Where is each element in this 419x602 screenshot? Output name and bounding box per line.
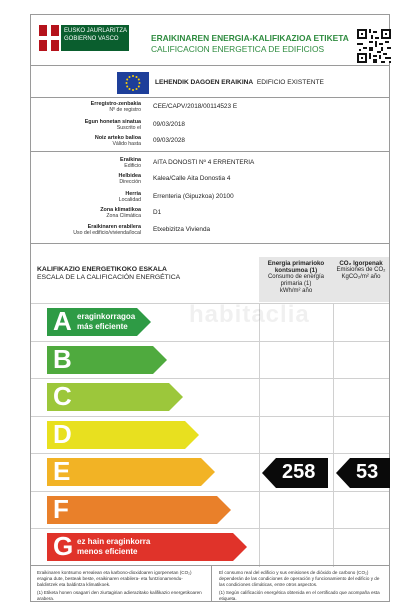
class-letter: C xyxy=(53,381,72,411)
watermark: habitaclia xyxy=(189,301,310,328)
least-efficient-text: ez hain eraginkorra menos eficiente xyxy=(77,537,151,556)
label-title-es: CALIFICACION ENERGETICA DE EDIFICIOS xyxy=(151,44,325,54)
basque-government-logo xyxy=(39,25,129,51)
co2-cell xyxy=(333,379,389,417)
primary-energy-cell xyxy=(259,492,333,530)
signed-date: 09/03/2018 xyxy=(153,121,185,128)
footer-ref-es: (1) Según calificación energética obtenida en el certificado que acompaña esta etiqueta. xyxy=(219,590,380,601)
town-label: Herria Localidad xyxy=(118,191,141,203)
label-title-eu: ERAIKINAREN ENERGIA-KALIFIKAZIOA ETIKETA xyxy=(151,33,349,43)
gov-name-eu: EUSKO JAURLARITZA xyxy=(64,28,128,34)
co2-cell xyxy=(333,342,389,380)
climate-zone-label: Zona klimatikoa Zona Climática xyxy=(100,207,141,219)
co2-cell xyxy=(333,454,389,492)
primary-energy-value-pointer xyxy=(262,458,328,488)
eu-flag-icon xyxy=(117,72,149,94)
class-letter: A xyxy=(53,306,72,336)
class-letter: D xyxy=(53,418,72,449)
scale-title: KALIFIKAZIO ENERGETIKOKO ESKALA ESCALA DE LA CALIFICACIÓN ENERGÉTICA xyxy=(37,266,181,281)
class-arrow-e xyxy=(47,458,215,486)
co2-cell xyxy=(333,304,389,342)
co2-value-pointer xyxy=(336,458,390,488)
co2-value: 53 xyxy=(356,461,379,483)
primary-energy-column-header: Energia primarioko kontsumoa (1) Consumo de energía primaria (1) kWh/m² año xyxy=(259,257,333,302)
building-use-label: Eraikinaren erabilera Uso del edificio/vivienda/local xyxy=(73,224,141,236)
primary-energy-value: 258 xyxy=(282,461,316,483)
primary-energy-cell xyxy=(259,454,333,492)
registry-number: CEE/CAPV/2018/00114523 E xyxy=(153,103,238,110)
co2-cell xyxy=(333,417,389,455)
class-arrow-a xyxy=(47,308,151,336)
valid-until-label: Noiz arteko balioa Válido hasta xyxy=(94,135,141,147)
scale-row-d xyxy=(31,416,389,455)
class-arrow-c xyxy=(47,383,183,411)
class-letter: B xyxy=(53,343,72,374)
qr-code-icon xyxy=(357,29,391,63)
signed-date-label: Egun honetan sinatua Suscrito el xyxy=(84,119,141,131)
primary-energy-cell xyxy=(259,529,333,567)
building-type-band xyxy=(31,71,389,98)
label-footer xyxy=(31,565,389,602)
divider xyxy=(211,566,212,602)
class-arrow-f xyxy=(47,493,231,524)
climate-zone-value: D1 xyxy=(153,209,162,216)
address-label: Helbidea Dirección xyxy=(118,173,141,185)
footer-ref-eu: (1) Etiketa honen osagarri den ziurtagirian adierazitako kalifikazio energetikoaren arabera. xyxy=(37,590,202,601)
divider xyxy=(31,151,389,152)
town-value: Errenteria (Gipuzkoa) 20100 xyxy=(153,193,234,200)
primary-energy-cell xyxy=(259,417,333,455)
class-arrow-g xyxy=(47,533,247,561)
co2-cell xyxy=(333,492,389,530)
co2-column-header: CO₂ Igorpenak Emisiones de CO₂ KgCO₂/m² año xyxy=(333,257,389,302)
address-value: Kalea/Calle Aita Donostia 4 xyxy=(153,175,231,182)
class-arrow-b xyxy=(47,343,167,374)
most-efficient-text: eraginkorragoa más eficiente xyxy=(77,312,136,331)
class-letter: E xyxy=(53,456,71,486)
valid-until-date: 09/03/2028 xyxy=(153,137,185,144)
building-type-eu: LEHENDIK DAGOEN ERAIKINA xyxy=(155,79,254,86)
energy-label-sheet xyxy=(30,14,390,602)
registry-label: Erregistro-zenbakia Nº de registro xyxy=(90,101,141,113)
class-arrow-d xyxy=(47,418,199,449)
class-letter: F xyxy=(53,493,69,524)
primary-energy-cell xyxy=(259,342,333,380)
co2-cell xyxy=(333,529,389,567)
footer-note-es: El consumo real del edificio y sus emisiones de dióxido de carbono (CO₂) dependerán de las condiciones de operación y funcionamiento del edificio y de las condiciones climáticas, entre otros aspectos. xyxy=(219,570,380,587)
footer-note-eu: Eraikinaren kontsumo errealean eta karbono-dioxidoaren igorpenetan (CO₂) eragina dute, besteak beste, eraikinaren erabilera- eta funtzionamendu-baldintzek eta baldintza klimatikoek. xyxy=(37,570,192,587)
scale-row-f xyxy=(31,491,389,530)
scale-row-g xyxy=(31,528,389,567)
scale-row-b xyxy=(31,341,389,380)
scale-row-e xyxy=(31,453,389,492)
building-label: Eraikina Edificio xyxy=(120,157,141,169)
building-name: AITA DONOSTI Nº 4 ERRENTERIA xyxy=(153,159,255,166)
building-use-value: Etxebizitza Vivienda xyxy=(153,226,211,233)
scale-row-c xyxy=(31,378,389,417)
ikurrina-icon xyxy=(39,25,59,51)
class-letter: G xyxy=(53,531,74,561)
label-header xyxy=(31,15,389,66)
divider xyxy=(31,243,389,244)
primary-energy-cell xyxy=(259,379,333,417)
gov-name-es: GOBIERNO VASCO xyxy=(64,36,119,42)
building-type-es: EDIFICIO EXISTENTE xyxy=(256,79,324,86)
